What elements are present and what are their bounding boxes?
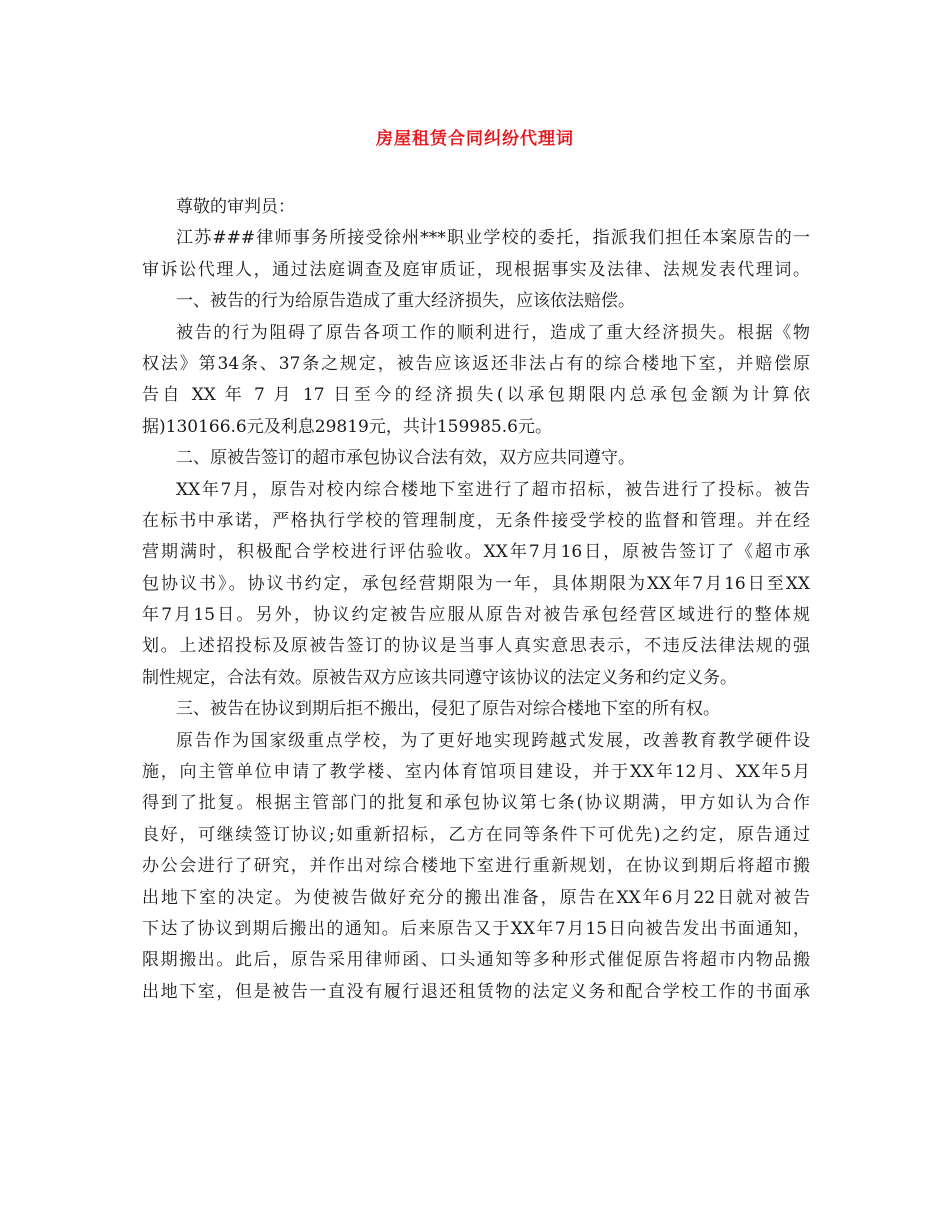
paragraph-line: 江苏###律师事务所接受徐州***职业学校的委托，指派我们担任本案原告的一 — [176, 228, 810, 249]
paragraph-line: 营期满时，积极配合学校进行评估验收。XX年7月16日，原被告签订了《超市承 — [142, 542, 810, 563]
salutation: 尊敬的审判员： — [176, 197, 295, 217]
section-heading: 一、被告的行为给原告造成了重大经济损失，应该依法赔偿。 — [176, 291, 635, 312]
paragraph-line: 下达了协议到期后搬出的通知。后来原告又于XX年7月15日向被告发出书面通知， — [142, 918, 810, 939]
section-heading: 二、原被告签订的超市承包协议合法有效，双方应共同遵守。 — [176, 448, 635, 469]
paragraph-line: 被告的行为阻碍了原告各项工作的顺利进行，造成了重大经济损失。根据《物 — [176, 322, 810, 343]
paragraph-line: 包协议书》。协议书约定，承包经营期限为一年，具体期限为XX年7月16日至XX — [142, 573, 810, 594]
paragraph-line: XX年7月，原告对校内综合楼地下室进行了超市招标，被告进行了投标。被告 — [176, 479, 810, 500]
paragraph-line: 得到了批复。根据主管部门的批复和承包协议第七条(协议期满，甲方如认为合作 — [142, 793, 810, 814]
paragraph-line: 施，向主管单位申请了教学楼、室内体育馆项目建设，并于XX年12月、XX年5月 — [142, 762, 810, 783]
paragraph-line: 在标书中承诺，严格执行学校的管理制度，无条件接受学校的监督和管理。并在经 — [142, 510, 810, 531]
paragraph-line: 原告作为国家级重点学校，为了更好地实现跨越式发展，改善教育教学硬件设 — [176, 730, 810, 751]
document-title: 房屋租赁合同纠纷代理词 — [376, 129, 574, 149]
paragraph-line: 出地下室，但是被告一直没有履行退还租赁物的法定义务和配合学校工作的书面承 — [142, 981, 810, 1002]
paragraph-line: 限期搬出。此后，原告采用律师函、口头通知等多种形式催促原告将超市内物品搬 — [142, 950, 810, 971]
paragraph-line: 审诉讼代理人，通过法庭调查及庭审质证，现根据事实及法律、法规发表代理词。 — [142, 259, 810, 280]
paragraph-line: 办公会进行了研究，并作出对综合楼地下室进行重新规划，在协议到期后将超市搬 — [142, 856, 810, 877]
paragraph-line: 良好，可继续签订协议;如重新招标，乙方在同等条件下可优先)之约定，原告通过 — [142, 824, 810, 845]
document-body — [142, 192, 810, 1008]
paragraph-line: 告自 XX 年 7 月 17 日至今的经济损失(以承包期限内总承包金额为计算依 — [142, 385, 810, 406]
paragraph-line: 权法》第34条、37条之规定，被告应该返还非法占有的综合楼地下室，并赔偿原 — [142, 353, 810, 374]
paragraph-line: 出地下室的决定。为使被告做好充分的搬出准备，原告在XX年6月22日就对被告 — [142, 887, 810, 908]
paragraph-line: 年7月15日。另外，协议约定被告应服从原告对被告承包经营区域进行的整体规 — [142, 605, 810, 626]
section-heading: 三、被告在协议到期后拒不搬出，侵犯了原告对综合楼地下室的所有权。 — [176, 699, 720, 720]
paragraph-line: 划。上述招投标及原被告签订的协议是当事人真实意思表示，不违反法律法规的强 — [142, 636, 810, 657]
paragraph-line: 制性规定，合法有效。原被告双方应该共同遵守该协议的法定义务和约定义务。 — [142, 667, 737, 688]
paragraph-line: 据)130166.6元及利息29819元，共计159985.6元。 — [142, 416, 552, 437]
